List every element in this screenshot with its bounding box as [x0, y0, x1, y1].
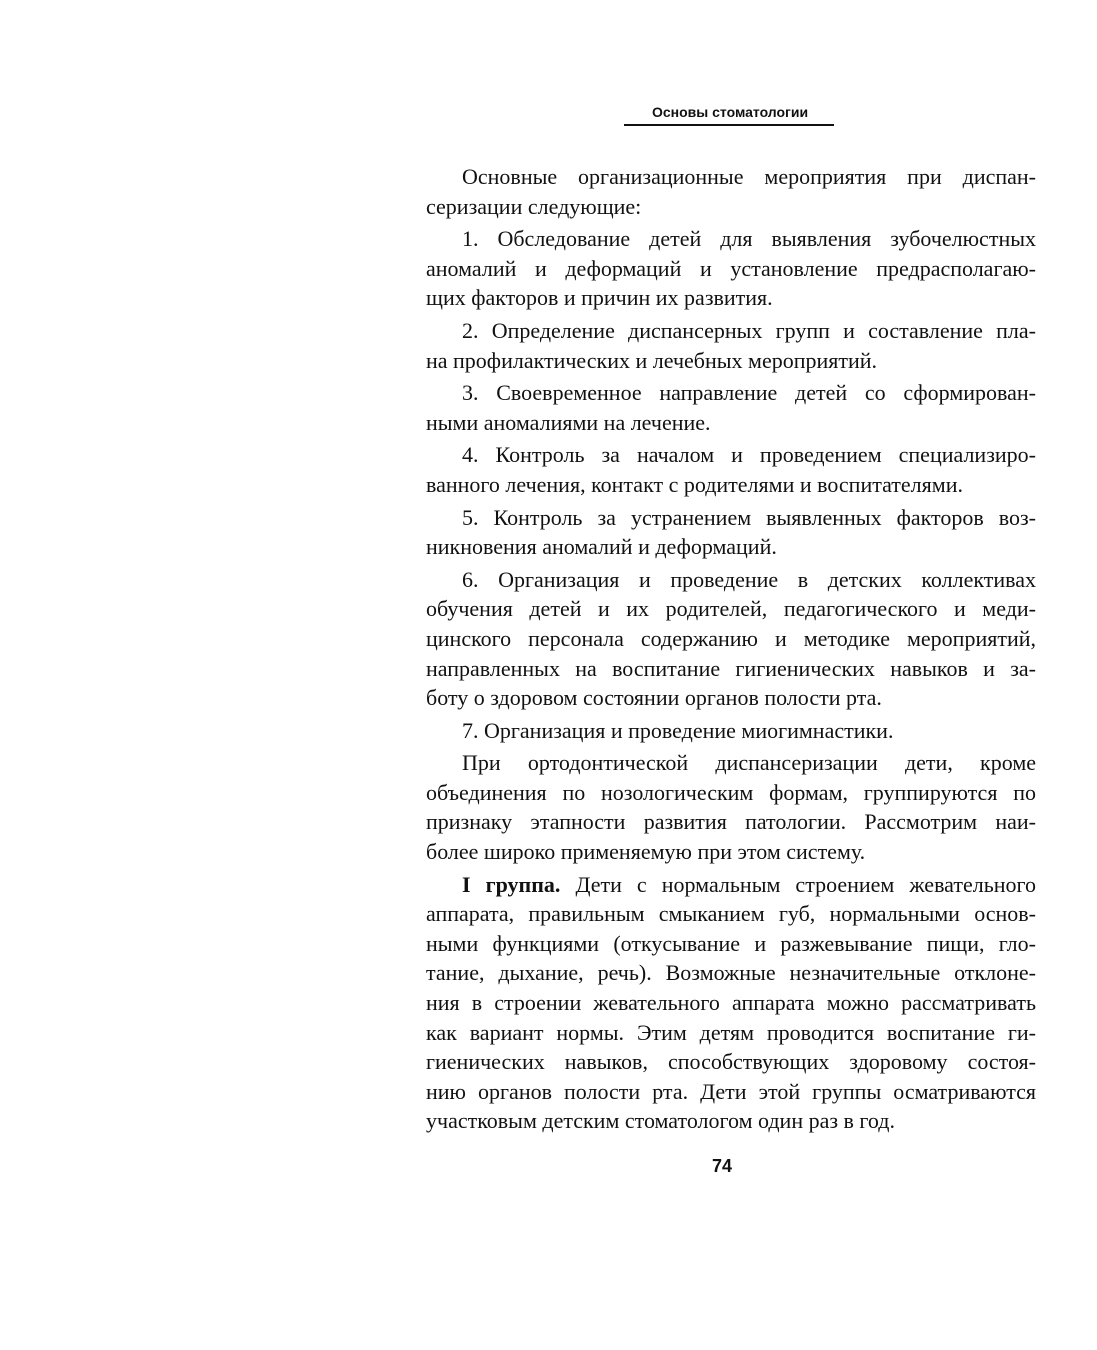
text-line: 7. Организация и проведение миогимнастики. [462, 717, 894, 743]
text-line: как вариант нормы. Этим детям проводится воспитание ги- [426, 1019, 1036, 1045]
text-line: гиенических навыков, способствующих здоровому состоя- [426, 1049, 1036, 1075]
text-line: более широко применяемую при этом систему. [426, 839, 866, 865]
text-line [426, 870, 1036, 900]
text-line: ванного лечения, контакт с родителями и воспитателями. [426, 471, 963, 497]
text-line: нию органов полости рта. Дети этой группы осматриваются [426, 1078, 1036, 1104]
text-line: никновения аномалий и деформаций. [426, 534, 777, 560]
text-line: 2. Определение диспансерных групп и составление пла- [462, 317, 1036, 343]
running-header-title: Основы стоматологии [652, 104, 809, 120]
text-line: аппарата, правильным смыканием губ, нормальными основ- [426, 901, 1036, 927]
running-header [624, 104, 836, 128]
text-line: Основные организационные мероприятия при диспан- [462, 164, 1036, 189]
text-line: щих факторов и причин их развития. [426, 285, 773, 311]
text-line: участковым детским стоматологом один раз в год. [426, 1108, 895, 1134]
text-line: тание, дыхание, речь). Возможные незначительные отклоне- [426, 960, 1036, 986]
text-line: аномалий и деформаций и установление предрасполагаю- [426, 255, 1036, 281]
text-line: признаку этапности развития патологии. Рассмотрим наи- [426, 809, 1036, 835]
text-line: 1. Обследование детей для выявления зубочелюстных [462, 226, 1036, 252]
header-rule [624, 124, 834, 126]
text-line: направленных на воспитание гигиенических навыков и за- [426, 655, 1036, 681]
body-text [426, 162, 1036, 1136]
text-line: ния в строении жевательного аппарата можно рассматривать [426, 990, 1036, 1016]
text-line: обучения детей и их родителей, педагогического и меди- [426, 596, 1036, 622]
text-line: При ортодонтической диспансеризации дети, кроме [462, 750, 1036, 776]
text-line: 5. Контроль за устранением выявленных факторов воз- [462, 504, 1036, 530]
text-line: ными функциями (откусывание и разжевывание пищи, гло- [426, 930, 1036, 956]
text-line: серизации следующие: [426, 193, 642, 219]
text-line: цинского персонала содержанию и методике мероприятий, [426, 625, 1036, 651]
text-line: 6. Организация и проведение в детских коллективах [462, 566, 1036, 592]
text-line: объединения по нозологическим формам, группируются по [426, 779, 1036, 805]
text-line: 4. Контроль за началом и проведением специализиро- [462, 442, 1036, 468]
page-number: 74 [712, 1156, 733, 1176]
group-label: I группа. [462, 871, 561, 897]
text-line: боту о здоровом состоянии органов полости рта. [426, 685, 882, 711]
text-line: на профилактических и лечебных мероприятий. [426, 347, 878, 373]
group-text: Дети с нормальным строением жевательного [575, 871, 1037, 897]
text-line: ными аномалиями на лечение. [426, 409, 711, 435]
text-line: 3. Своевременное направление детей со сформирован- [462, 380, 1036, 406]
